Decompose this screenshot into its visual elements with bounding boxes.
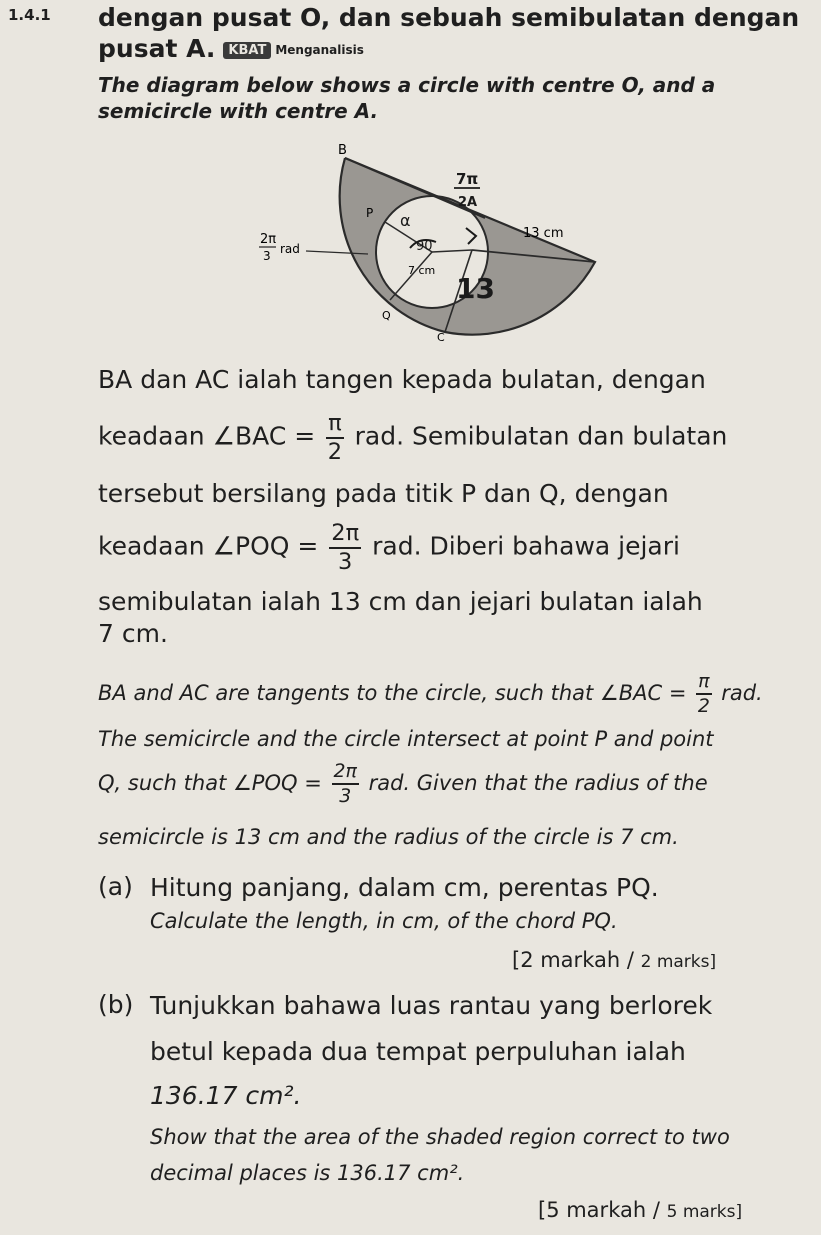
radius-line-7cm — [432, 250, 472, 252]
angle-fraction-numerator: 2π — [260, 232, 277, 247]
body-malay-line-4-b: rad. Diberi bahawa jejari — [372, 531, 680, 561]
body-english-line-1 — [98, 672, 763, 716]
body-malay-line-5: semibulatan ialah 13 cm dan jejari bulatan ialah — [98, 587, 703, 616]
fraction-2pi-over-3 — [329, 522, 361, 573]
fraction-numerator: 2π — [332, 762, 359, 785]
fraction-numerator: 2π — [329, 522, 361, 549]
part-a-label: (a) — [98, 872, 133, 901]
label-P: P — [366, 206, 374, 220]
body-malay-line-2-a: keadaan ∠BAC = — [98, 421, 316, 451]
label-C: C — [437, 331, 445, 344]
part-b-marks — [538, 1198, 742, 1222]
body-english-line-1-b: rad. — [721, 680, 763, 705]
part-b-marks-malay: [5 markah / — [538, 1198, 660, 1222]
intro-malay — [98, 2, 808, 66]
fraction-denominator: 3 — [339, 784, 352, 807]
hand-frac-num: 7π — [456, 170, 479, 188]
fraction-denominator: 2 — [327, 438, 343, 465]
body-malay-line-3: tersebut bersilang pada titik P dan Q, dengan — [98, 479, 669, 508]
body-malay-line-1: BA dan AC ialah tangen kepada bulatan, dengan — [98, 365, 706, 394]
body-english-line-3-a: Q, such that ∠POQ = — [98, 770, 322, 795]
body-malay-line-2-b: rad. Semibulatan dan bulatan — [354, 421, 728, 451]
geometry-diagram — [240, 140, 630, 350]
intro-malay-line-2-text: pusat A. — [98, 34, 216, 63]
part-b-marks-english: 5 marks] — [666, 1202, 743, 1222]
fraction-pi-over-2-en — [696, 672, 711, 716]
hand-90: 90 — [416, 239, 433, 254]
fraction-numerator: π — [696, 672, 711, 695]
fraction-denominator: 2 — [697, 694, 710, 717]
fraction-numerator: π — [326, 412, 344, 439]
hand-13: 13 — [456, 272, 495, 305]
hand-frac-den: 2A — [458, 195, 478, 210]
body-malay-line-2 — [98, 412, 727, 463]
part-b-malay-line-1: Tunjukkan bahawa luas rantau yang berlorek — [150, 991, 713, 1020]
part-b-label: (b) — [98, 990, 134, 1019]
angle-fraction-denominator: 3 — [263, 249, 271, 263]
fraction-denominator: 3 — [338, 548, 353, 575]
part-a-marks — [512, 948, 716, 972]
skill-label: Menganalisis — [275, 42, 364, 57]
part-a-marks-malay: [2 markah / — [512, 948, 634, 972]
part-b-malay-line-3: 136.17 cm². — [150, 1081, 302, 1110]
label-13cm: 13 cm — [523, 226, 564, 241]
question-number: 1.4.1 — [8, 6, 51, 24]
intro-malay-line-1: dengan pusat O, dan sebuah semibulatan dengan — [98, 3, 800, 32]
body-english-line-4: semicircle is 13 cm and the radius of the circle is 7 cm. — [98, 825, 679, 849]
part-b-english-line-2: decimal places is 136.17 cm². — [150, 1161, 465, 1185]
angle-unit-rad: rad — [280, 242, 300, 256]
part-a-english: Calculate the length, in cm, of the chord PQ. — [150, 909, 618, 933]
intro-english-line-1: The diagram below shows a circle with centre O, and a — [98, 73, 716, 97]
label-7cm: 7 cm — [408, 264, 436, 277]
part-a-marks-english: 2 marks] — [640, 952, 717, 972]
body-malay-line-4-a: keadaan ∠POQ = — [98, 531, 319, 561]
part-b-english-line-1: Show that the area of the shaded region correct to two — [150, 1125, 730, 1149]
body-english-line-3 — [98, 762, 708, 806]
kbat-badge: KBAT — [223, 42, 271, 59]
part-a-malay: Hitung panjang, dalam cm, perentas PQ. — [150, 873, 659, 902]
part-b-malay-line-2: betul kepada dua tempat perpuluhan ialah — [150, 1037, 686, 1066]
body-malay-line-4 — [98, 522, 680, 573]
body-english-line-2: The semicircle and the circle intersect at point P and point — [98, 727, 714, 751]
body-english-line-3-b: rad. Given that the radius of the — [368, 770, 708, 795]
hand-right-angle — [466, 228, 476, 244]
intro-english-line-2: semicircle with centre A. — [98, 99, 379, 123]
label-B: B — [338, 143, 347, 158]
intro-english — [98, 72, 798, 124]
intro-malay-line-2 — [98, 33, 808, 66]
fraction-pi-over-2 — [326, 412, 344, 463]
body-malay-line-6: 7 cm. — [98, 619, 168, 648]
hand-alpha: α — [400, 211, 411, 230]
body-english-line-1-a: BA and AC are tangents to the circle, such that ∠BAC = — [98, 680, 687, 705]
fraction-2pi-over-3-en — [332, 762, 359, 806]
label-Q: Q — [382, 309, 391, 322]
